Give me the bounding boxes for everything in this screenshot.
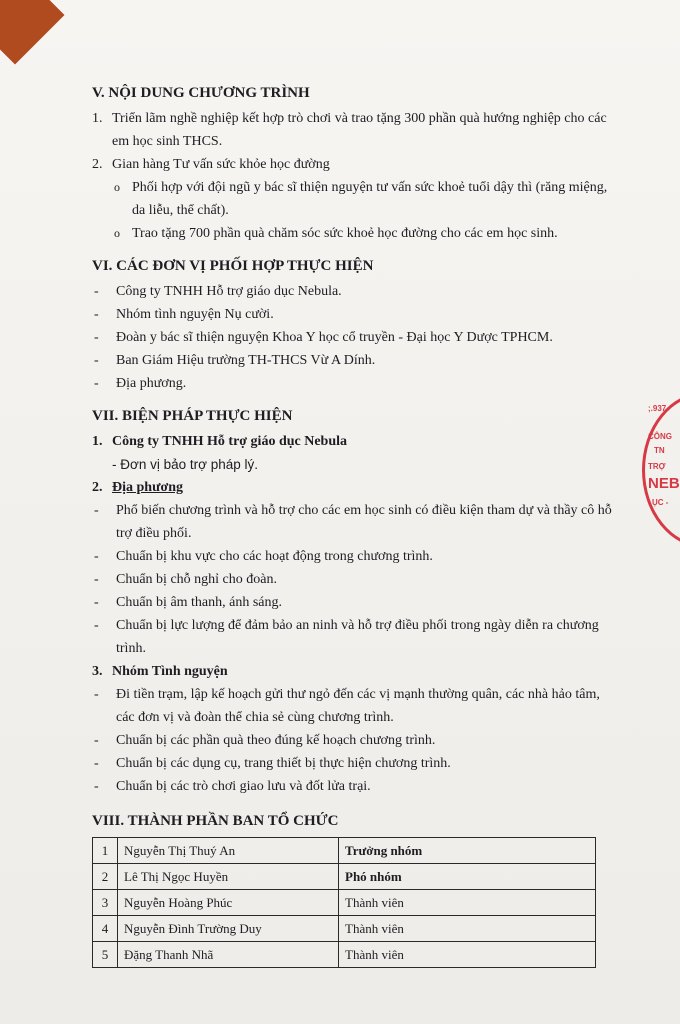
list-item — [92, 729, 612, 752]
list-item-text: Đoàn y bác sĩ thiện nguyện Khoa Y học cổ truyền - Đại học Y Dược TPHCM. — [116, 330, 553, 345]
item-number: 2. — [92, 157, 103, 172]
stamp-text: CÔNG — [648, 432, 672, 441]
member-name: Lê Thị Ngọc Huyền — [118, 864, 339, 890]
row-number: 1 — [93, 838, 118, 864]
group-number: 1. — [92, 434, 103, 449]
list-item — [92, 591, 612, 614]
circle-bullet-icon: o — [114, 180, 120, 194]
stamp-text: TN — [654, 446, 665, 455]
list-item-text: Chuẩn bị âm thanh, ánh sáng. — [116, 595, 283, 610]
group-title: Địa phương — [112, 480, 184, 495]
stamp-text: ỤC - — [652, 498, 669, 507]
dash-bullet-icon: - — [94, 595, 99, 610]
list-item-text: Chuẩn bị lực lượng để đảm bảo an ninh và hỗ trợ điều phối trong ngày diễn ra chương trình. — [116, 618, 599, 656]
dash-bullet-icon: - — [94, 503, 99, 518]
table-row — [93, 942, 596, 968]
section-v-title: V. NỘI DUNG CHƯƠNG TRÌNH — [92, 85, 310, 101]
stamp-text: ;.937 — [648, 404, 667, 413]
member-name: Nguyễn Đình Trường Duy — [118, 916, 339, 942]
member-role: Thành viên — [339, 916, 596, 942]
document-page — [92, 72, 612, 968]
dash-bullet-icon: - — [94, 376, 99, 391]
row-number: 2 — [93, 864, 118, 890]
item-text: Gian hàng Tư vấn sức khỏe học đường — [112, 157, 330, 172]
section-v-subitem-2 — [92, 222, 612, 245]
list-item-text: Ban Giám Hiệu trường TH-THCS Vừ A Dính. — [116, 353, 376, 368]
dash-bullet-icon: - — [94, 330, 99, 345]
list-item — [92, 280, 612, 303]
member-name: Đặng Thanh Nhã — [118, 942, 339, 968]
organizing-committee-table — [92, 837, 596, 968]
table-row — [93, 916, 596, 942]
member-role: Phó nhóm — [339, 864, 596, 890]
table-row — [93, 864, 596, 890]
table-row — [93, 838, 596, 864]
list-item-text: Đi tiền trạm, lập kế hoạch gửi thư ngỏ đến các vị mạnh thường quân, các nhà hảo tâm, các đơn vị và đoàn thể chia sẻ cùng chương trình. — [116, 687, 600, 725]
list-item — [92, 303, 612, 326]
dash-bullet-icon: - — [94, 549, 99, 564]
dash-bullet-icon: - — [94, 353, 99, 368]
group-1-heading — [92, 430, 612, 453]
section-vi-title: VI. CÁC ĐƠN VỊ PHỐI HỢP THỰC HIỆN — [92, 258, 374, 274]
list-item-text: Chuẩn bị các phần quà theo đúng kế hoạch chương trình. — [116, 733, 436, 748]
list-item — [92, 614, 612, 660]
group-title: Công ty TNHH Hỗ trợ giáo dục Nebula — [112, 434, 348, 449]
section-vii-title: VII. BIỆN PHÁP THỰC HIỆN — [92, 408, 293, 424]
group-1-line: - Đơn vị bảo trợ pháp lý. — [112, 457, 259, 472]
group-title: Nhóm Tình nguyện — [112, 664, 228, 679]
subitem-text: Trao tặng 700 phần quà chăm sóc sức khoẻ học đường cho các em học sinh. — [132, 226, 558, 241]
list-item-text: Chuẩn bị các trò chơi giao lưu và đốt lửa trại. — [116, 779, 371, 794]
dash-bullet-icon: - — [94, 687, 99, 702]
group-3-heading — [92, 660, 612, 683]
dash-bullet-icon: - — [94, 307, 99, 322]
section-viii-title: VIII. THÀNH PHẦN BAN TỔ CHỨC — [92, 813, 339, 829]
stamp-text: TRỢ — [648, 462, 666, 471]
list-item — [92, 568, 612, 591]
item-number: 1. — [92, 111, 103, 126]
list-item — [92, 775, 612, 798]
row-number: 5 — [93, 942, 118, 968]
company-stamp — [640, 392, 680, 542]
row-number: 4 — [93, 916, 118, 942]
dash-bullet-icon: - — [94, 284, 99, 299]
member-role: Thành viên — [339, 942, 596, 968]
dash-bullet-icon: - — [94, 572, 99, 587]
list-item-text: Phổ biến chương trình và hỗ trợ cho các em học sinh có điều kiện tham dự và thầy cô hỗ trợ điều phối. — [116, 503, 612, 541]
list-item — [92, 349, 612, 372]
section-v-subitem-1 — [92, 176, 612, 222]
list-item — [92, 545, 612, 568]
dash-bullet-icon: - — [94, 779, 99, 794]
list-item-text: Địa phương. — [116, 376, 187, 391]
list-item — [92, 326, 612, 349]
section-v-item-1 — [92, 107, 612, 153]
list-item — [92, 499, 612, 545]
section-v-item-2 — [92, 153, 612, 176]
subitem-text: Phối hợp với đội ngũ y bác sĩ thiện nguyện tư vấn sức khoẻ tuổi dậy thì (răng miệng, da liễu, thể chất). — [132, 180, 608, 218]
list-item-text: Chuẩn bị chỗ nghỉ cho đoàn. — [116, 572, 277, 587]
list-item-text: Chuẩn bị các dụng cụ, trang thiết bị thực hiện chương trình. — [116, 756, 451, 771]
list-item-text: Nhóm tình nguyện Nụ cười. — [116, 307, 274, 322]
list-item — [92, 372, 612, 395]
member-role: Trưởng nhóm — [339, 838, 596, 864]
list-item-text: Chuẩn bị khu vực cho các hoạt động trong chương trình. — [116, 549, 433, 564]
group-2-heading — [92, 476, 612, 499]
circle-bullet-icon: o — [114, 226, 120, 240]
row-number: 3 — [93, 890, 118, 916]
group-number: 3. — [92, 664, 103, 679]
dash-bullet-icon: - — [94, 756, 99, 771]
dash-bullet-icon: - — [94, 733, 99, 748]
dash-bullet-icon: - — [94, 618, 99, 633]
list-item — [92, 683, 612, 729]
item-text: Triển lãm nghề nghiệp kết hợp trò chơi và trao tặng 300 phần quà hướng nghiệp cho các em học sinh THCS. — [112, 111, 607, 149]
member-name: Nguyễn Hoàng Phúc — [118, 890, 339, 916]
group-number: 2. — [92, 480, 103, 495]
member-name: Nguyễn Thị Thuý An — [118, 838, 339, 864]
table-row — [93, 890, 596, 916]
stamp-text: NEB — [648, 475, 680, 492]
list-item — [92, 752, 612, 775]
member-role: Thành viên — [339, 890, 596, 916]
list-item-text: Công ty TNHH Hỗ trợ giáo dục Nebula. — [116, 284, 342, 299]
